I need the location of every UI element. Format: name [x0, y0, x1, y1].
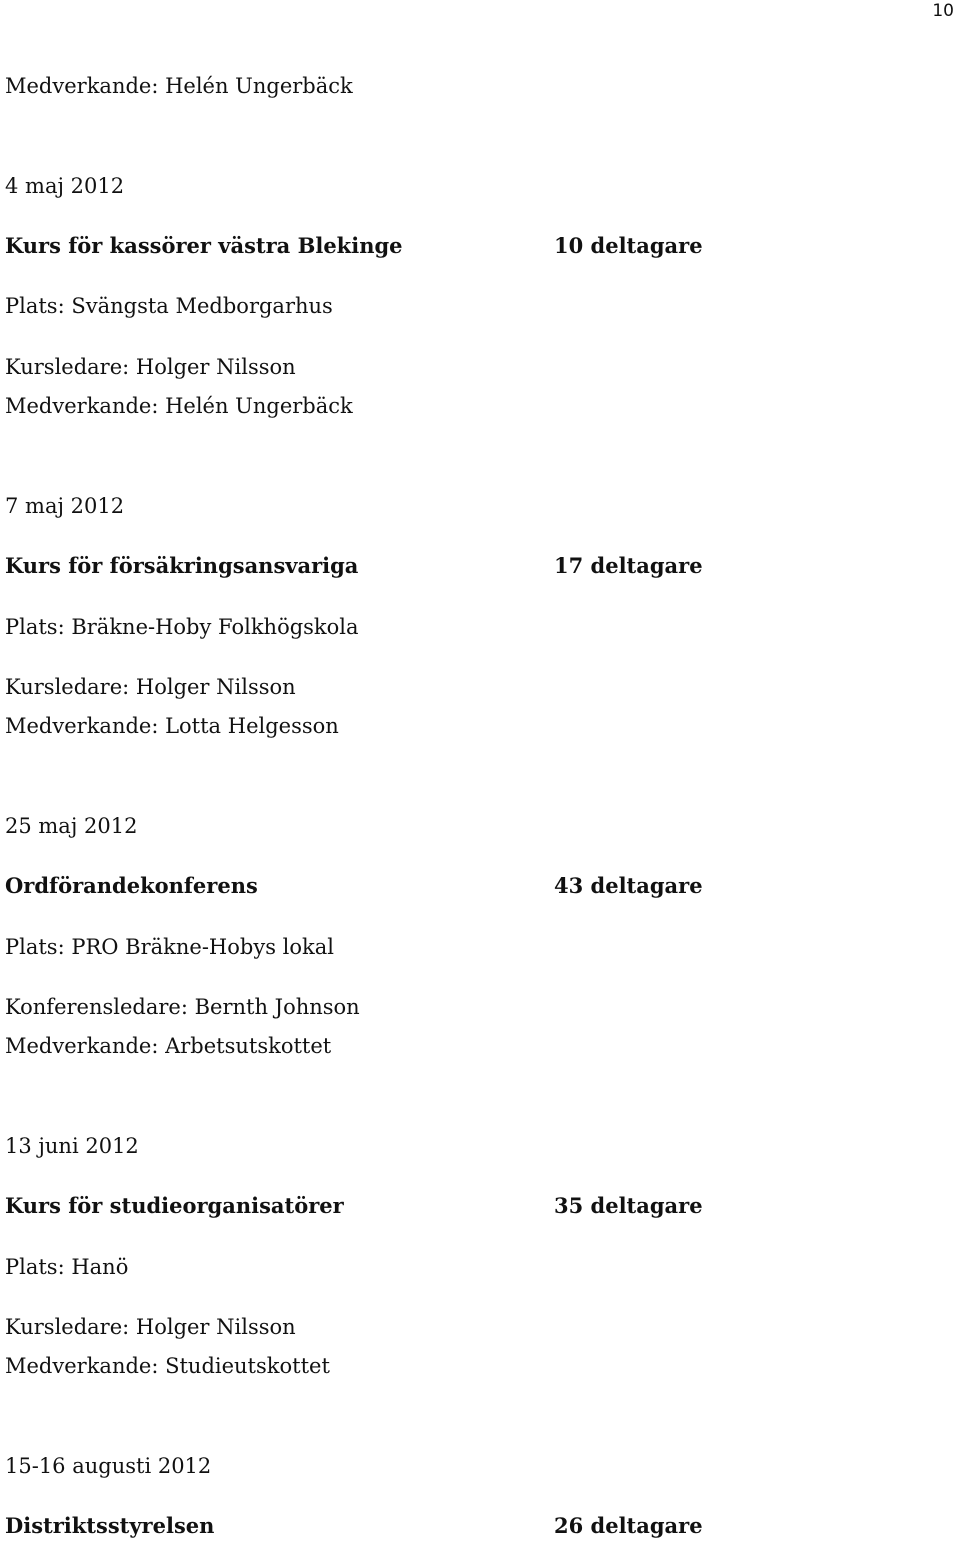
event-title: Ordförandekonferens [5, 873, 258, 898]
event-place: Plats: Svängsta Medborgarhus [5, 294, 333, 318]
event-date: 25 maj 2012 [5, 814, 138, 838]
event-participants: 10 deltagare [554, 233, 703, 258]
event-leader: Konferensledare: Bernth Johnson [5, 995, 360, 1019]
event-title: Kurs för försäkringsansvariga [5, 553, 359, 578]
event-contributor: Medverkande: Studieutskottet [5, 1354, 330, 1378]
event-leader: Kursledare: Holger Nilsson [5, 355, 296, 379]
event-place: Plats: Bräkne-Hoby Folkhögskola [5, 615, 359, 639]
event-title: Kurs för kassörer västra Blekinge [5, 233, 403, 258]
intro-contributor: Medverkande: Helén Ungerbäck [5, 74, 353, 98]
event-date: 15-16 augusti 2012 [5, 1454, 212, 1478]
event-participants: 17 deltagare [554, 553, 703, 578]
event-contributor: Medverkande: Arbetsutskottet [5, 1034, 332, 1058]
event-leader: Kursledare: Holger Nilsson [5, 675, 296, 699]
event-participants: 26 deltagare [554, 1513, 703, 1538]
event-place: Plats: PRO Bräkne-Hobys lokal [5, 935, 334, 959]
event-date: 13 juni 2012 [5, 1134, 139, 1158]
event-contributor: Medverkande: Lotta Helgesson [5, 714, 339, 738]
event-leader: Kursledare: Holger Nilsson [5, 1315, 296, 1339]
event-title: Distriktsstyrelsen [5, 1513, 215, 1538]
event-participants: 35 deltagare [554, 1193, 703, 1218]
event-date: 7 maj 2012 [5, 494, 125, 518]
event-title: Kurs för studieorganisatörer [5, 1193, 344, 1218]
page-number: 10 [932, 1, 954, 21]
event-contributor: Medverkande: Helén Ungerbäck [5, 394, 353, 418]
event-date: 4 maj 2012 [5, 174, 125, 198]
event-participants: 43 deltagare [554, 873, 703, 898]
event-place: Plats: Hanö [5, 1255, 129, 1279]
